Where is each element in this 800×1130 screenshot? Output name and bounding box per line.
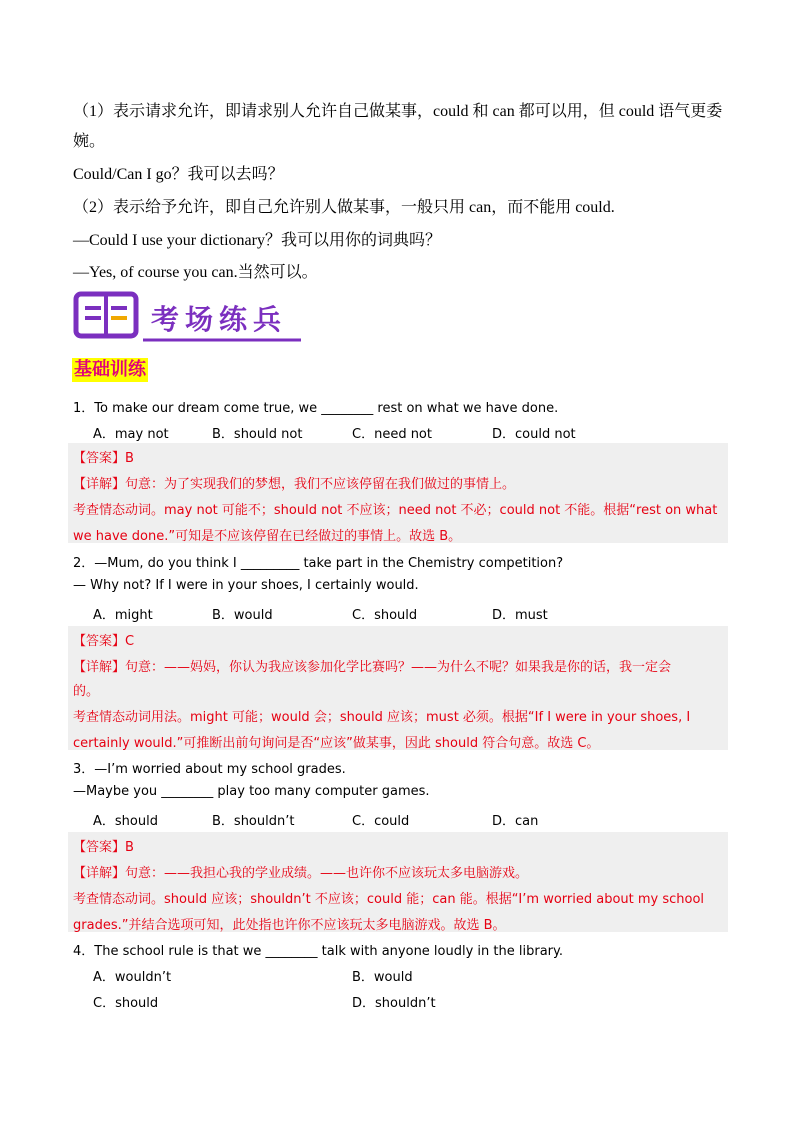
intro-paragraph-1-line-2: 婉。 (73, 133, 106, 150)
question-3-detail-1: 【详解】句意：——我担心我的学业成绩。——也许你不应该玩太多电脑游戏。 (73, 866, 529, 881)
question-1-option-c: C．need not (352, 427, 432, 442)
question-3-detail-2: 考查情态动词。should 应该；shouldn’t 不应该；could 能；can 能。根据“I’m worried about my school (73, 892, 705, 907)
section-title: 基础训练 (74, 359, 146, 380)
question-2-option-b: B．would (212, 608, 273, 623)
intro-paragraph-1-line-1: （1）表示请求允许，即请求别人允许自己做某事，could 和 can 都可以用，但 could 语气更委 (73, 103, 723, 120)
question-4-option-d: D．shouldn’t (352, 996, 436, 1011)
banner-title: 考场练兵 (151, 303, 288, 336)
question-4-option-c: C．should (93, 996, 159, 1011)
question-1-detail-1: 【详解】句意：为了实现我们的梦想，我们不应该停留在我们做过的事情上。 (73, 477, 516, 492)
question-2-answer: 【答案】C (73, 634, 135, 649)
question-2-option-d: D．must (492, 608, 548, 623)
question-3-stem: 3．—I’m worried about my school grades. (73, 762, 346, 777)
question-1-detail-3: we have done.”可知是不应该停留在已经做过的事情上。故选 B。 (73, 529, 462, 544)
question-3-stem-2: —Maybe you ________ play too many computer games. (73, 784, 430, 799)
question-1-option-d: D．could not (492, 427, 576, 442)
question-4-stem: 4．The school rule is that we ________ talk with anyone loudly in the library. (73, 944, 563, 959)
question-4-option-b: B．would (352, 970, 413, 985)
question-2-option-a: A．might (93, 608, 153, 623)
intro-example-3: —Yes, of course you can.当然可以。 (73, 264, 318, 281)
question-2-answer-block (68, 626, 728, 750)
question-2-detail-1b: 的。 (73, 684, 100, 699)
question-3-answer-block (68, 832, 728, 932)
intro-paragraph-2: （2）表示给予允许，即自己允许别人做某事，一般只用 can，而不能用 could. (73, 199, 615, 216)
question-1-stem: 1．To make our dream come true, we ________ rest on what we have done. (73, 401, 559, 416)
question-3-answer: 【答案】B (73, 840, 134, 855)
question-3-option-a: A．should (93, 814, 158, 829)
question-2-stem: 2．—Mum, do you think I _________ take part in the Chemistry competition? (73, 556, 564, 571)
question-3-option-c: C．could (352, 814, 410, 829)
intro-example-2: —Could I use your dictionary？我可以用你的词典吗？ (73, 232, 441, 249)
question-1-answer-block (68, 443, 728, 543)
intro-example-1: Could/Can I go？我可以去吗？ (73, 166, 284, 183)
question-2-detail-2: 考查情态动词用法。might 可能；would 会；should 应该；must 必须。根据“If I were in your shoes, I (73, 710, 691, 725)
question-1-detail-2: 考查情态动词。may not 可能不；should not 不应该；need not 不必；could not 不能。根据“rest on what (73, 503, 718, 518)
section-banner (73, 290, 303, 346)
question-4-option-a: A．wouldn’t (93, 970, 172, 985)
question-3-option-d: D．can (492, 814, 539, 829)
question-3-option-b: B．shouldn’t (212, 814, 295, 829)
question-2-option-c: C．should (352, 608, 418, 623)
question-3-detail-3: grades.”并结合选项可知，此处指也许你不应该玩太多电脑游戏。故选 B。 (73, 918, 506, 933)
question-2-detail-3: certainly would.”可推断出前句询问是否“应该”做某事，因此 should 符合句意。故选 C。 (73, 736, 600, 751)
question-1-option-b: B．should not (212, 427, 303, 442)
question-2-detail-1: 【详解】句意：——妈妈，你认为我应该参加化学比赛吗？——为什么不呢？如果我是你的话，我一定会 (73, 660, 672, 675)
question-2-stem-2: — Why not? If I were in your shoes, I certainly would. (73, 578, 419, 593)
question-1-option-a: A．may not (93, 427, 169, 442)
question-1-answer: 【答案】B (73, 451, 134, 466)
